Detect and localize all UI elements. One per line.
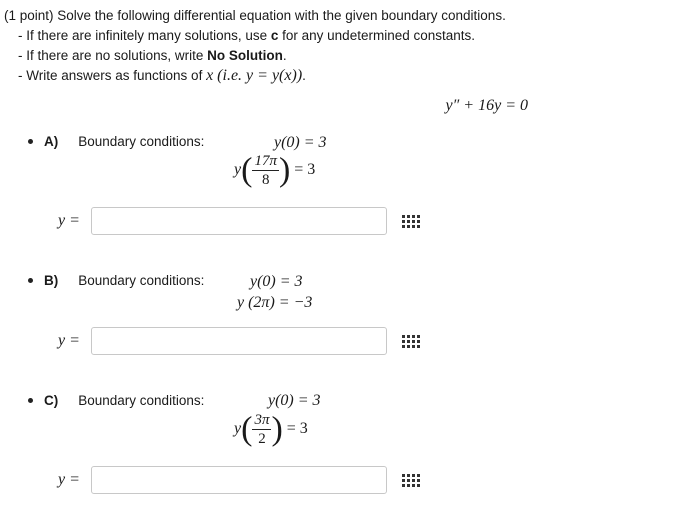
problem-instructions bbox=[4, 6, 506, 86]
rule1-text-end: for any undetermined constants. bbox=[278, 28, 476, 43]
part-a-numerator: 17π bbox=[254, 153, 277, 169]
part-c-cond2-fn: y bbox=[234, 420, 242, 438]
part-c-label: Boundary conditions: bbox=[78, 393, 205, 408]
part-c-cond2 bbox=[234, 412, 308, 447]
part-a-heading bbox=[28, 134, 204, 149]
rule1-bold: c bbox=[270, 28, 279, 43]
part-a-cond2-rhs: = 3 bbox=[294, 161, 316, 179]
differential-equation: y″ + 16y = 0 bbox=[445, 97, 528, 114]
part-a-cond2-fn: y bbox=[234, 161, 242, 179]
part-b-label: Boundary conditions: bbox=[78, 273, 205, 288]
part-c-cond2-rhs: = 3 bbox=[286, 420, 308, 438]
rule3-math: x (i.e. y = y(x)) bbox=[206, 67, 303, 84]
left-paren: ( bbox=[241, 410, 253, 448]
bullet-dot bbox=[28, 139, 33, 144]
keyboard-grid-icon[interactable] bbox=[401, 473, 421, 489]
rule-functions bbox=[4, 66, 506, 86]
keyboard-grid-icon[interactable] bbox=[401, 214, 421, 230]
part-a-denominator: 8 bbox=[261, 172, 270, 188]
part-c-denominator: 2 bbox=[258, 431, 266, 447]
keyboard-grid-icon[interactable] bbox=[401, 334, 421, 350]
rule2-bold: No Solution bbox=[207, 48, 283, 63]
right-paren: ) bbox=[278, 151, 291, 189]
bullet-dot bbox=[28, 398, 33, 403]
part-c-fraction bbox=[252, 412, 271, 447]
rule3-text: - Write answers as functions of bbox=[18, 68, 207, 83]
part-a-letter: A) bbox=[44, 134, 59, 149]
rule1-text: - If there are infinitely many solutions, use bbox=[18, 28, 271, 43]
part-c-answer-label: y = bbox=[58, 471, 80, 488]
part-c-numerator: 3π bbox=[254, 412, 270, 428]
rule-none bbox=[4, 46, 506, 66]
part-a-label: Boundary conditions: bbox=[78, 134, 205, 149]
part-b-heading bbox=[28, 273, 204, 288]
part-c-letter: C) bbox=[44, 393, 59, 408]
right-paren: ) bbox=[271, 410, 283, 448]
intro-line: (1 point) Solve the following differential equation with the given boundary conditions. bbox=[4, 8, 506, 23]
part-a-cond1: y(0) = 3 bbox=[274, 134, 327, 151]
part-b-cond1: y(0) = 3 bbox=[250, 273, 303, 290]
part-b-answer-input[interactable] bbox=[91, 327, 387, 355]
part-a-cond2 bbox=[234, 153, 315, 188]
part-b-cond2: y (2π) = −3 bbox=[237, 294, 313, 311]
part-b-answer-label: y = bbox=[58, 332, 80, 349]
part-a-answer-input[interactable] bbox=[91, 207, 387, 235]
part-b-letter: B) bbox=[44, 273, 59, 288]
rule3-text-end: . bbox=[302, 68, 306, 83]
rule2-text: - If there are no solutions, write bbox=[18, 48, 208, 63]
part-c-answer-input[interactable] bbox=[91, 466, 387, 494]
part-a-answer-label: y = bbox=[58, 212, 80, 229]
rule2-text-end: . bbox=[282, 48, 287, 63]
part-c-heading bbox=[28, 393, 204, 408]
part-a-fraction bbox=[252, 153, 279, 188]
bullet-dot bbox=[28, 278, 33, 283]
part-c-cond1: y(0) = 3 bbox=[268, 392, 321, 409]
rule-infinite bbox=[4, 26, 506, 46]
left-paren: ( bbox=[241, 151, 253, 189]
